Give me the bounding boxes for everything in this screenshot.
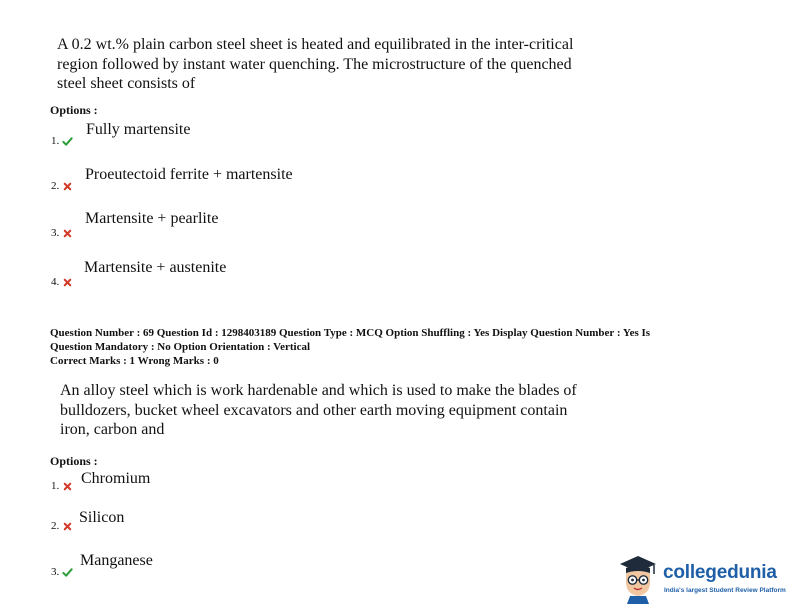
brand-name: collegedunia bbox=[663, 562, 777, 583]
question-1-option-1-marker bbox=[51, 135, 73, 147]
question-2-option-3-marker bbox=[51, 566, 73, 578]
student-mascot-icon bbox=[616, 552, 660, 604]
option-number: 3. bbox=[51, 227, 60, 239]
question-2-option-1-text: Chromium bbox=[81, 470, 151, 487]
cross-icon bbox=[62, 181, 73, 192]
cross-icon bbox=[62, 481, 73, 492]
question-1-option-4-text: Martensite + austenite bbox=[84, 259, 227, 276]
question-2-option-2-text: Silicon bbox=[79, 509, 125, 526]
cross-icon bbox=[62, 521, 73, 532]
brand-logo bbox=[616, 552, 786, 606]
question-2-meta: Question Number : 69 Question Id : 1298403189 Question Type : MCQ Option Shuffling : Yes Display Question Number : Yes Is Question Mandatory : No Option Orientation : Vertical Correct Marks : 1 Wrong Marks : 0 bbox=[50, 327, 651, 367]
question-2-text: An alloy steel which is work hardenable and which is used to make the blades of bulldozers, bucket wheel excavators and other earth moving equipment contain iron, carbon and bbox=[60, 382, 577, 438]
question-2-option-3-text: Manganese bbox=[80, 552, 153, 569]
option-number: 3. bbox=[51, 566, 60, 578]
cross-icon bbox=[62, 277, 73, 288]
question-1-option-2-marker bbox=[51, 180, 73, 192]
question-1-option-2-text: Proeutectoid ferrite + martensite bbox=[85, 166, 293, 183]
question-1-option-4-marker bbox=[51, 276, 73, 288]
check-icon bbox=[62, 567, 73, 578]
option-number: 2. bbox=[51, 180, 60, 192]
brand-tagline: India's largest Student Review Platform bbox=[664, 587, 786, 594]
question-1-option-1-text: Fully martensite bbox=[86, 121, 191, 138]
question-1-option-3-text: Martensite + pearlite bbox=[85, 210, 219, 227]
option-number: 2. bbox=[51, 520, 60, 532]
check-icon bbox=[62, 136, 73, 147]
option-number: 1. bbox=[51, 135, 60, 147]
question-1-option-3-marker bbox=[51, 227, 73, 239]
question-1-text: A 0.2 wt.% plain carbon steel sheet is heated and equilibrated in the inter-critical region followed by instant water quenching. The microstructure of the quenched steel sheet consists of bbox=[57, 36, 574, 92]
option-number: 4. bbox=[51, 276, 60, 288]
question-2-options-label: Options : bbox=[50, 454, 98, 468]
option-number: 1. bbox=[51, 480, 60, 492]
question-2-option-2-marker bbox=[51, 520, 73, 532]
question-2-option-1-marker bbox=[51, 480, 73, 492]
cross-icon bbox=[62, 228, 73, 239]
question-1-options-label: Options : bbox=[50, 103, 98, 117]
